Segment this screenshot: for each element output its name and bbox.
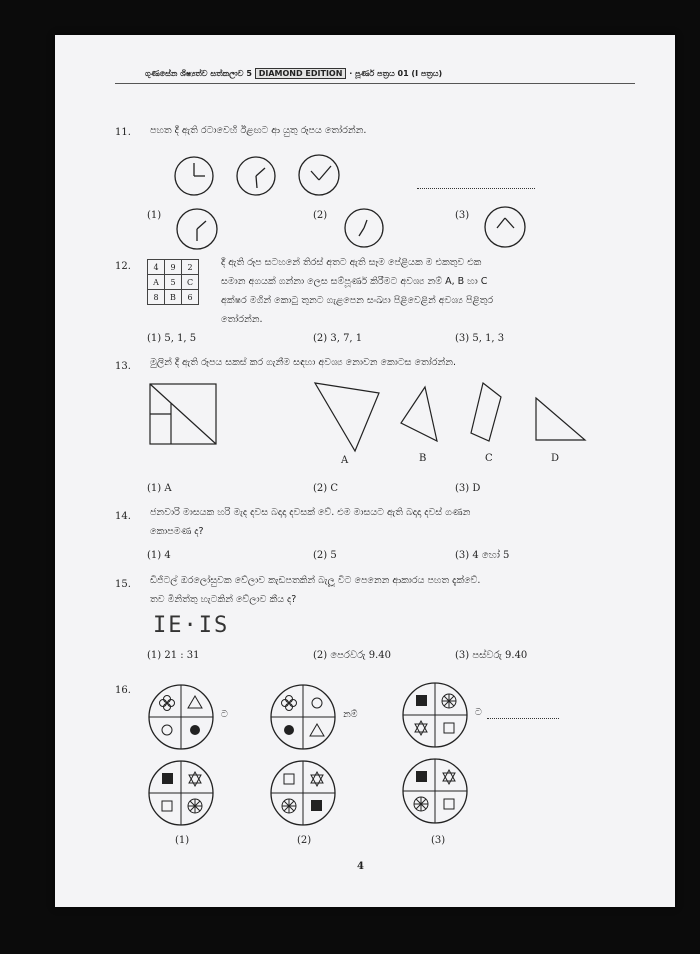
clock-option-2[interactable] [343, 207, 385, 249]
filled-circle-icon [190, 725, 200, 735]
clock-face-2 [235, 155, 277, 197]
header-rule [115, 83, 635, 84]
q11-option-3[interactable]: (3) [455, 210, 470, 221]
piece-label-c: C [485, 453, 493, 464]
q14-number: 14. [115, 511, 131, 522]
grid-cell: 2 [182, 260, 199, 275]
q12-option-2[interactable]: (2) 3, 7, 1 [313, 333, 363, 344]
magic-square-grid [147, 259, 199, 305]
grid-cell: 6 [182, 290, 199, 305]
analogy-circle-1 [147, 683, 215, 751]
exam-paper [55, 35, 675, 907]
q16-number: 16. [115, 685, 131, 696]
clock-option-3[interactable] [483, 205, 527, 249]
option-circle-1[interactable] [147, 759, 215, 827]
q11-option-2[interactable]: (2) [313, 210, 328, 221]
q16-option-1[interactable]: (1) [175, 835, 190, 846]
piece-label-d: D [551, 453, 560, 464]
q16-word-2: නම් [343, 709, 358, 720]
q11-number: 11. [115, 127, 131, 138]
q11-option-1[interactable]: (1) [147, 210, 162, 221]
filled-circle-icon [284, 725, 294, 735]
mirrored-digital-clock: IE·IS [153, 613, 230, 638]
wheel-icon [188, 799, 202, 813]
page-header [145, 69, 442, 79]
grid-cell: C [182, 275, 199, 290]
open-square-icon [284, 774, 294, 784]
wheel-icon [414, 797, 428, 811]
triangle-icon [188, 696, 202, 708]
q12-text-line-1: දී ඇති රූප සටහනේ තිරස් අතට ඇති සෑම පේළියක ම එකතුව එක [221, 257, 482, 268]
page-number: 4 [357, 861, 364, 872]
q11-text: පහත දී ඇති රටාවෙහි ඊළඟට ආ යුතු රූපය තෝරන්න. [150, 125, 367, 136]
grid-cell: 8 [148, 290, 165, 305]
star-of-david-icon [415, 721, 427, 735]
q13-option-2[interactable]: (2) C [313, 483, 338, 494]
q15-option-1[interactable]: (1) 21 : 31 [147, 650, 200, 661]
q14-option-3[interactable]: (3) 4 හෝ 5 [455, 550, 510, 561]
grid-cell: A [148, 275, 165, 290]
filled-square-icon [416, 771, 427, 782]
q13-option-1[interactable]: (1) A [147, 483, 172, 494]
open-circle-icon [312, 698, 322, 708]
option-circle-3[interactable] [401, 757, 469, 825]
q16-answer-blank[interactable] [487, 718, 559, 719]
grid-cell: B [165, 290, 182, 305]
q14-text-line-1: ජනවාරි මාසයක හරි මැද දවස බදාදා දවසක් වේ. එම මාසයට ඇති බදාදා දවස් ගණන [150, 507, 471, 518]
flower-icon [160, 696, 175, 711]
piece-d [533, 395, 587, 443]
q16-option-3[interactable]: (3) [431, 835, 446, 846]
q13-option-3[interactable]: (3) D [455, 483, 481, 494]
open-circle-icon [162, 725, 172, 735]
q14-option-2[interactable]: (2) 5 [313, 550, 337, 561]
analogy-circle-3 [401, 681, 469, 749]
q11-answer-blank[interactable] [417, 188, 535, 189]
q15-number: 15. [115, 579, 131, 590]
star-of-david-icon [443, 770, 455, 784]
q13-number: 13. [115, 361, 131, 372]
piece-b [399, 385, 441, 443]
piece-label-b: B [419, 453, 427, 464]
q12-text-line-2: සමාන අගයක් ගන්නා ලෙස සම්පූර්ණ කිරීමට අවශ්‍ය නම් A, B හා C [221, 276, 488, 287]
option-circle-2[interactable] [269, 759, 337, 827]
grid-cell: 4 [148, 260, 165, 275]
wheel-icon [282, 799, 296, 813]
q12-text-line-4: තෝරන්න. [221, 314, 263, 325]
grid-cell: 5 [165, 275, 182, 290]
triangle-icon [310, 724, 324, 736]
star-of-david-icon [311, 772, 323, 786]
filled-square-icon [311, 800, 322, 811]
clock-face-1 [173, 155, 215, 197]
open-square-icon [162, 801, 172, 811]
grid-cell: 9 [165, 260, 182, 275]
clock-face-3 [297, 153, 341, 197]
clock-option-1[interactable] [175, 207, 219, 251]
filled-square-icon [162, 773, 173, 784]
q13-text: මුලින් දී ඇති රූපය සකස් කර ගැනීම සඳහා අවශ්‍ය නොවන කොටස තෝරන්න. [150, 357, 456, 368]
header-title: ගුණසේන ශිෂ්‍යත්ව සත්කලාව 5 [145, 69, 252, 78]
flower-icon [282, 696, 297, 711]
q16-word-1: ට [221, 709, 228, 720]
star-of-david-icon [189, 772, 201, 786]
piece-label-a: A [341, 455, 349, 466]
edition-badge: DIAMOND EDITION [255, 68, 347, 79]
q15-option-2[interactable]: (2) පෙරවරු 9.40 [313, 650, 391, 661]
open-square-icon [444, 723, 454, 733]
q14-option-1[interactable]: (1) 4 [147, 550, 171, 561]
piece-c [469, 381, 503, 443]
filled-square-icon [416, 695, 427, 706]
piece-a [313, 381, 381, 453]
q12-number: 12. [115, 261, 131, 272]
open-square-icon [444, 799, 454, 809]
q12-option-3[interactable]: (3) 5, 1, 3 [455, 333, 505, 344]
q12-text-line-3: අක්ෂර මගින් කොටු තුනට ගැළපෙන සංඛ්‍යා පිළිවෙළින් අවශ්‍ය පිළිතුර [221, 295, 494, 306]
q15-option-3[interactable]: (3) පස්වරු 9.40 [455, 650, 528, 661]
q15-text-line-2: තව මිනිත්තු හැටකින් වේලාව කීය ද? [150, 594, 297, 605]
q12-option-1[interactable]: (1) 5, 1, 5 [147, 333, 197, 344]
wheel-icon [442, 694, 456, 708]
q16-option-2[interactable]: (2) [297, 835, 312, 846]
square-figure [149, 383, 217, 445]
q15-text-line-1: ඩිජිටල් ඔරලෝසුවක වේලාව කැඩපතකින් බැලූ විට පෙනෙන ආකාරය පහත දැක්වේ. [150, 575, 481, 586]
header-paper: · පූර්ණ පත්‍රය 01 (I පත්‍රය) [349, 69, 443, 78]
q16-word-3: ට [475, 707, 482, 718]
q14-text-line-2: කොපමණ ද? [150, 526, 204, 537]
analogy-circle-2 [269, 683, 337, 751]
